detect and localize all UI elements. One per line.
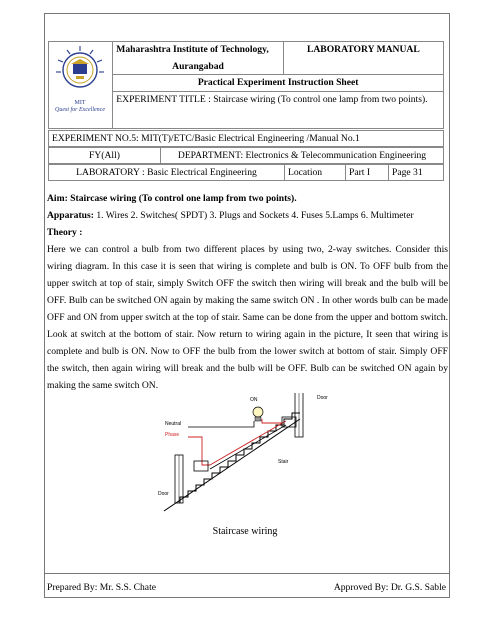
logo-tagline: Quest for Excellence (55, 107, 105, 113)
traveler-wire-2 (210, 425, 286, 469)
label-door-top: Door (317, 395, 328, 401)
figure-caption: Staircase wiring (212, 526, 278, 537)
experiment-title: EXPERIMENT TITLE : Staircase wiring (To control one lamp from two points). (113, 92, 444, 129)
bulb-icon (253, 407, 263, 421)
header-table-4 (48, 164, 444, 181)
institute-name (113, 42, 283, 75)
laboratory-cell: LABORATORY : Basic Electrical Engineering (49, 165, 285, 181)
apparatus-line (47, 207, 448, 224)
institute-line1: Maharashtra Institute of Technology, (116, 44, 269, 55)
page-cell: Page 31 (389, 165, 444, 181)
approved-by: Approved By: Dr. G.S. Sable (333, 582, 446, 593)
experiment-number: EXPERIMENT NO.5: MIT(T)/ETC/Basic Electrical Engineering /Manual No.1 (49, 131, 444, 147)
institute-line2: Aurangabad (172, 61, 224, 72)
label-on: ON (250, 397, 258, 403)
logo-text-mit: MIT (74, 100, 86, 106)
header-table-2 (48, 130, 444, 147)
staircase-wiring-diagram (150, 393, 350, 515)
traveler-wire-1 (210, 421, 286, 465)
department-cell: DEPARTMENT: Electronics & Telecommunication Engineering (161, 148, 444, 164)
header-table (48, 41, 444, 129)
logo-cell (49, 42, 113, 129)
apparatus-label: Apparatus: (47, 210, 94, 221)
theory-paragraph: Here we can control a bulb from two different places by using two, 2-way switches. Consider this wiring diagram. In this case it is seen that wiring is complete and bulb is ON. To OFF bulb from the upper switch at top of stair, simply Switch OFF the switch then wiring will break and the bulb will be OFF. Bulb can be switched ON again by making the same switch ON . In other words bulb can be made OFF and ON from upper switch at the top of stair. Same can be done from the upper and bottom switch. Look at switch at the bottom of stair. Now return to wiring again in the picture, It seen that wiring is complete and bulb is ON. Now to OFF the bulb from the lower switch at bottom of stair. Simply OFF the switch, then again wiring will break and the bulb will be OFF. Bulb can be switched ON again by making the same switch ON. (47, 244, 448, 391)
header-table-3 (48, 147, 444, 164)
label-phase: Phase (165, 432, 180, 438)
label-neutral: Neutral (165, 421, 182, 427)
theory-label: Theory : (47, 227, 83, 238)
footer-divider (44, 573, 450, 574)
sheet-title: Practical Experiment Instruction Sheet (113, 75, 444, 92)
year-cell: FY(All) (49, 148, 161, 164)
label-door-bottom: Door (158, 491, 169, 497)
lower-switch-icon (194, 461, 208, 471)
prepared-by: Prepared By: Mr. S.S. Chate (47, 582, 156, 593)
label-stair: Stair (278, 459, 289, 465)
apparatus-text: 1. Wires 2. Switches( SPDT) 3. Plugs and Sockets 4. Fuses 5.Lamps 6. Multimeter (93, 210, 414, 221)
header-block (48, 41, 444, 181)
manual-title: LABORATORY MANUAL (283, 42, 443, 75)
location-cell: Location (285, 165, 346, 181)
lamp-feed-wire (262, 419, 282, 423)
aim-line: Aim: Staircase wiring (To control one lamp from two points). (47, 193, 297, 204)
body-text (47, 190, 448, 394)
neutral-wire (188, 421, 254, 427)
part-cell: Part I (346, 165, 389, 181)
